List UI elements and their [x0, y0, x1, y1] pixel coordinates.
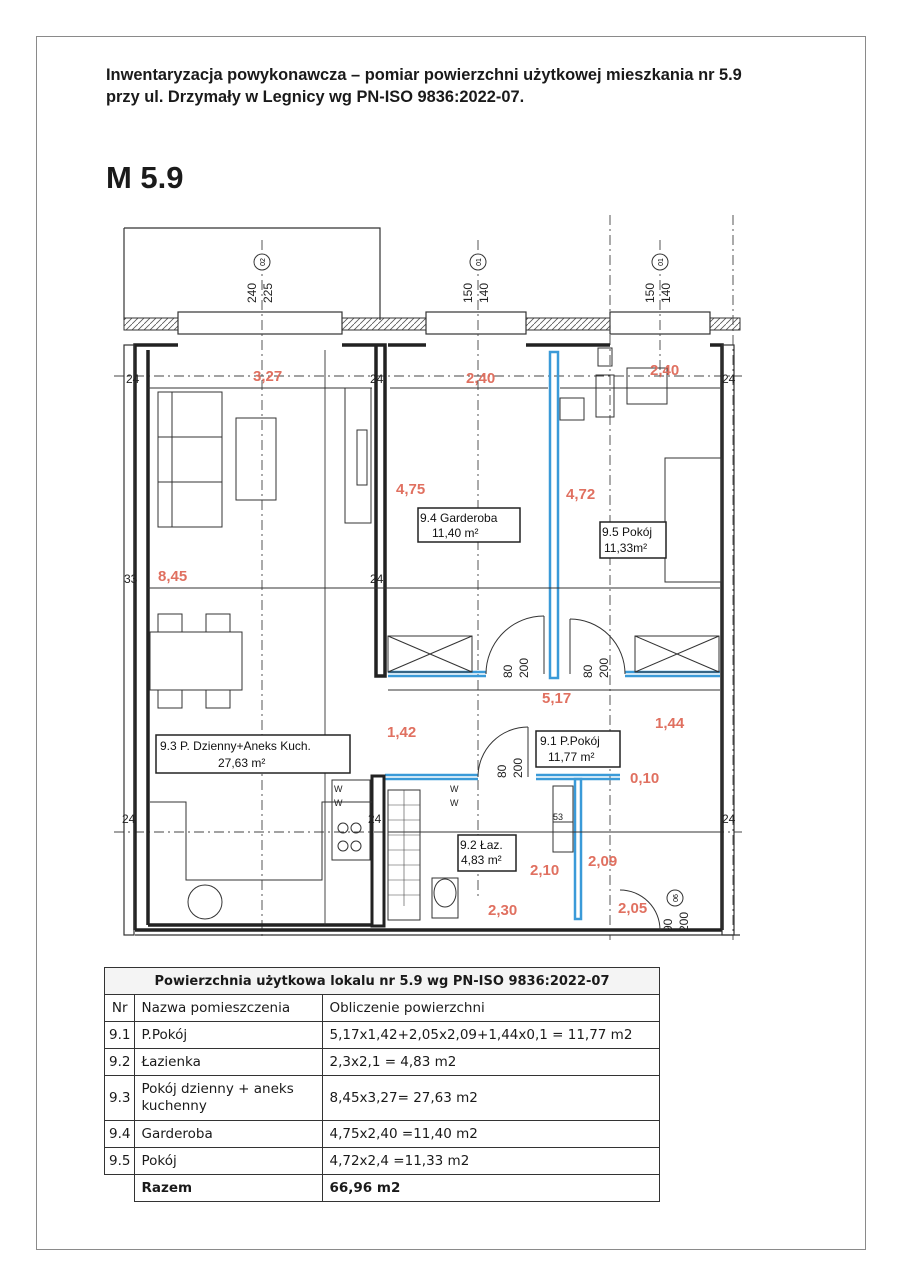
total-label: Razem: [135, 1175, 323, 1202]
axis-markers: [254, 254, 683, 906]
row-calc: 4,72x2,4 =11,33 m2: [323, 1148, 660, 1175]
measure-label: 4,75: [396, 481, 426, 498]
fixture-label: 53: [553, 812, 564, 822]
door-dim: 200: [511, 757, 525, 778]
table-title: Powierzchnia użytkowa lokalu nr 5.9 wg PN-ISO 9836:2022-07: [105, 968, 660, 995]
window-dim: 225: [261, 282, 275, 303]
bath-tiles: [388, 790, 420, 906]
room-name: 9.2 Łaz.: [460, 838, 503, 852]
title-line-1: Inwentaryzacja powykonawcza – pomiar powierzchni użytkowej mieszkania nr 5.9: [106, 66, 742, 84]
measure-label: 2,30: [488, 902, 518, 919]
measure-label: 5,17: [542, 690, 572, 707]
window-frames: [178, 312, 710, 334]
row-name: Łazienka: [135, 1049, 323, 1076]
area-table: [104, 967, 660, 1202]
measure-label: 1,42: [387, 724, 417, 741]
window-dim: 150: [643, 282, 657, 303]
wall-dim: 24: [722, 372, 736, 386]
axis-label: 01: [476, 258, 483, 266]
window-dim: 140: [477, 282, 491, 303]
measure-label: 2,40: [650, 362, 680, 379]
measure-label: 2,05: [618, 900, 648, 917]
row-name: Pokój dzienny + aneks kuchenny: [135, 1076, 323, 1121]
walls: [135, 345, 722, 930]
table-header-row: [105, 995, 660, 1022]
window-dim: 240: [245, 282, 259, 303]
measure-label: 8,45: [158, 568, 188, 585]
row-calc: 2,3x2,1 = 4,83 m2: [323, 1049, 660, 1076]
row-nr: 9.5: [105, 1148, 135, 1175]
fixture-label: W: [450, 784, 459, 794]
room-area: 11,77 m²: [548, 750, 595, 764]
table-row: [105, 1022, 660, 1049]
measure-label: 2,40: [466, 370, 496, 387]
table-row: [105, 1076, 660, 1121]
wall-faces: [124, 345, 740, 935]
axis-label: 01: [658, 258, 665, 266]
furniture: [150, 348, 721, 920]
measure-label: 4,72: [566, 486, 596, 503]
measure-label: 2,09: [588, 853, 618, 870]
table-row: [105, 1121, 660, 1148]
door-dim: 80: [501, 664, 515, 678]
row-nr: 9.1: [105, 1022, 135, 1049]
col-header-nr: Nr: [105, 995, 135, 1022]
total-blank-cell: [105, 1175, 135, 1202]
fixture-label: W: [450, 798, 459, 808]
wall-dim: 24: [722, 812, 736, 826]
wall-dim: 24: [370, 572, 384, 586]
room-area: 27,63 m²: [218, 756, 266, 770]
measure-label: 3,27: [253, 368, 283, 385]
balcony-outline: [124, 228, 380, 320]
axis-label: 06: [673, 894, 680, 902]
door-dim: 200: [677, 911, 691, 932]
title-line-2: przy ul. Drzymały w Legnicy wg PN-ISO 9836:2022-07.: [106, 88, 525, 106]
col-header-calc: Obliczenie powierzchni: [323, 995, 660, 1022]
measure-label: 1,44: [655, 715, 685, 732]
door-dim: 200: [517, 657, 531, 678]
total-value: 66,96 m2: [323, 1175, 660, 1202]
room-name: 9.3 P. Dzienny+Aneks Kuch.: [160, 739, 311, 753]
wall-dim: 24: [370, 372, 384, 386]
wall-dim: 24: [368, 812, 382, 826]
measure-label: 0,10: [630, 770, 660, 787]
window-dim: 150: [461, 282, 475, 303]
row-name: P.Pokój: [135, 1022, 323, 1049]
row-nr: 9.4: [105, 1121, 135, 1148]
window-dim: 140: [659, 282, 673, 303]
fixture-label: W: [334, 784, 343, 794]
row-calc: 4,75x2,40 =11,40 m2: [323, 1121, 660, 1148]
row-name: Pokój: [135, 1148, 323, 1175]
door-dim: 80: [581, 664, 595, 678]
room-name: 9.1 P.Pokój: [540, 734, 600, 748]
wall-dim: 33: [124, 572, 138, 586]
row-calc: 8,45x3,27= 27,63 m2: [323, 1076, 660, 1121]
row-nr: 9.3: [105, 1076, 135, 1121]
unit-mark: M 5.9: [106, 160, 184, 195]
wall-dim: 24: [126, 372, 140, 386]
room-name: 9.5 Pokój: [602, 525, 653, 539]
wall-dim: 24: [122, 812, 136, 826]
room-area: 4,83 m²: [461, 853, 502, 867]
table-row: [105, 1049, 660, 1076]
table-total-row: [105, 1175, 660, 1202]
axis-label: 02: [260, 258, 267, 266]
row-name: Garderoba: [135, 1121, 323, 1148]
door-dim: 90: [661, 918, 675, 932]
row-calc: 5,17x1,42+2,05x2,09+1,44x0,1 = 11,77 m2: [323, 1022, 660, 1049]
door-dim: 80: [495, 764, 509, 778]
bathroom-wall: [372, 776, 384, 926]
door-dim: 200: [597, 657, 611, 678]
door-dims: [495, 658, 691, 932]
window-dims: [245, 283, 673, 303]
measure-label: 2,10: [530, 862, 560, 879]
col-header-name: Nazwa pomieszczenia: [135, 995, 323, 1022]
room-area: 11,33m²: [604, 541, 648, 555]
measurements: [158, 362, 685, 919]
dimension-lines: [148, 350, 720, 925]
room-name: 9.4 Garderoba: [420, 511, 498, 525]
table-row: [105, 1148, 660, 1175]
fixture-label: W: [334, 798, 343, 808]
row-nr: 9.2: [105, 1049, 135, 1076]
room-area: 11,40 m²: [432, 526, 479, 540]
